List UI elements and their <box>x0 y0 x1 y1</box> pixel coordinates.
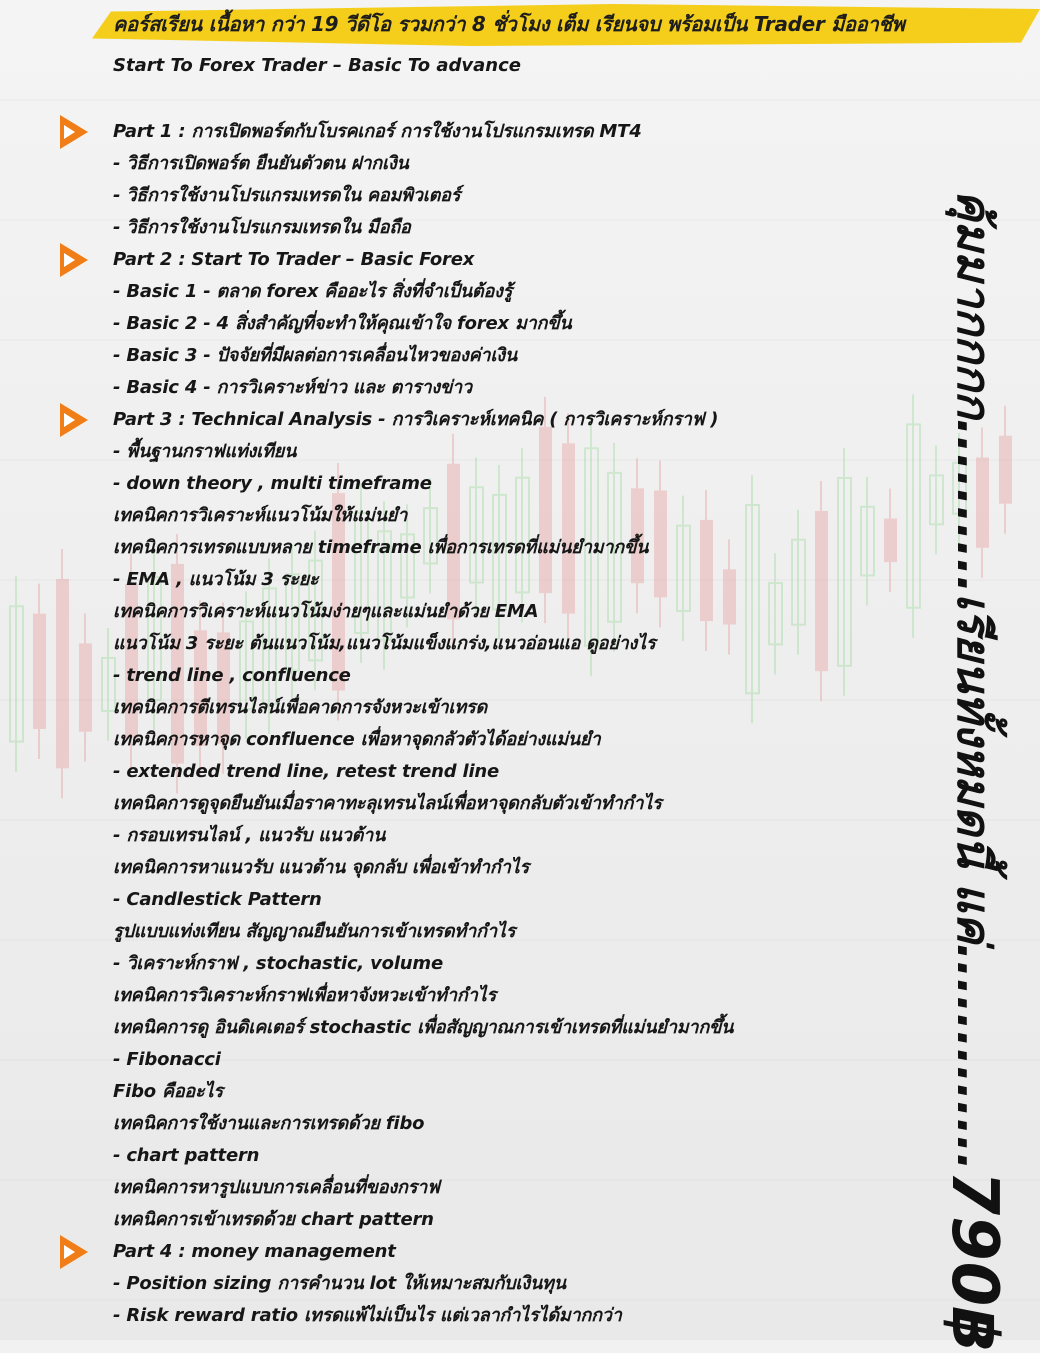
price-value: 790฿ <box>937 1170 1011 1353</box>
outline-item: - extended trend line, retest trend line <box>113 761 500 782</box>
play-arrow-icon <box>60 243 88 277</box>
outline-item: - Fibonacci <box>113 1049 221 1070</box>
outline-item: เทคนิคการดูจุดยืนยันเมื่อราคาทะลุเทรนไลน์เพื่อหาจุดกลับตัวเข้าทำกำไร <box>113 793 662 814</box>
outline-item: เทคนิคการวิเคราะห์แนวโน้มง่ายๆและแม่นยำด้วย EMA <box>113 601 539 622</box>
outline-item: - trend line , confluence <box>113 665 351 686</box>
outline-item: Fibo คืออะไร <box>113 1081 223 1102</box>
outline-item: - Basic 2 - 4 สิ่งสำคัญที่จะทำให้คุณเข้าใจ forex มากขึ้น <box>113 313 572 334</box>
outline-item: เทคนิคการหาแนวรับ แนวต้าน จุดกลับ เพื่อเข้าทำกำไร <box>113 857 529 878</box>
outline-item: - พื้นฐานกราฟแท่งเทียน <box>113 441 297 462</box>
play-arrow-icon <box>60 403 88 437</box>
play-arrow-icon <box>60 1235 88 1269</box>
outline-item: เทคนิคการหาจุด confluence เพื่อหาจุดกลัวตัวได้อย่างแม่นยำ <box>113 729 601 750</box>
outline-item: เทคนิคการดู อินดิเคเตอร์ stochastic เพื่อสัญญาณการเข้าเทรดที่แม่นยำมากขึ้น <box>113 1017 734 1038</box>
price-callout <box>937 190 1011 1353</box>
outline-item: - วิเคราะห์กราฟ , stochastic, volume <box>113 953 443 974</box>
outline-item: เทคนิคการเข้าเทรดด้วย chart pattern <box>113 1209 434 1230</box>
outline-item: - Basic 4 - การวิเคราะห์ข่าว และ ตารางข่าว <box>113 377 472 398</box>
outline-item: เทคนิคการวิเคราะห์แนวโน้มให้แม่นยำ <box>113 505 408 526</box>
outline-item: เทคนิคการใช้งานและการเทรดด้วย fibo <box>113 1113 425 1134</box>
part-heading: Part 3 : Technical Analysis - การวิเคราะห์เทคนิค ( การวิเคราะห์กราฟ ) <box>113 409 719 430</box>
part-heading: Part 2 : Start To Trader – Basic Forex <box>113 249 475 270</box>
outline-item: - Risk reward ratio เทรดแพ้ไม่เป็นไร แต่เวลากำไรได้มากกว่า <box>113 1305 622 1326</box>
outline-item: รูปแบบแท่งเทียน สัญญาณยืนยันการเข้าเทรดทำกำไร <box>113 921 516 942</box>
part-heading: Part 4 : money management <box>113 1241 396 1262</box>
course-outline <box>113 116 913 1332</box>
outline-item: - Position sizing การคำนวน lot ให้เหมาะสมกับเงินทุน <box>113 1273 566 1294</box>
outline-item: แนวโน้ม 3 ระยะ ต้นแนวโน้ม,แนวโน้มแข็งแกร่ง,แนวอ่อนแอ ดูอย่างไร <box>113 633 656 654</box>
outline-item: เทคนิคการเทรดแบบหลาย timeframe เพื่อการเทรดที่แม่นยำมากขึ้น <box>113 537 649 558</box>
part-heading: Part 1 : การเปิดพอร์ตกับโบรคเกอร์ การใช้งานโปรแกรมเทรด MT4 <box>113 121 642 142</box>
outline-item: - วิธีการใช้งานโปรแกรมเทรดใน คอมพิวเตอร์ <box>113 185 461 206</box>
outline-item: - วิธีการใช้งานโปรแกรมเทรดใน มือถือ <box>113 217 411 238</box>
outline-item: - วิธีการเปิดพอร์ต ยืนยันตัวตน ฝากเงิน <box>113 153 409 174</box>
play-arrow-icon <box>60 115 88 149</box>
outline-item: - down theory , multi timeframe <box>113 473 432 494</box>
outline-item: - Candlestick Pattern <box>113 889 322 910</box>
outline-item: เทคนิคการหารูปแบบการเคลื่อนที่ของกราฟ <box>113 1177 440 1198</box>
outline-item: - Basic 1 - ตลาด forex คืออะไร สิ่งที่จำเป็นต้องรู้ <box>113 281 513 302</box>
outline-item: - Basic 3 - ปัจจัยที่มีผลต่อการเคลื่อนไหวของค่าเงิน <box>113 345 517 366</box>
outline-item: เทคนิคการวิเคราะห์กราฟเพื่อหาจังหวะเข้าทำกำไร <box>113 985 496 1006</box>
outline-item: เทคนิคการตีเทรนไลน์เพื่อคาดการจังหวะเข้าเทรด <box>113 697 488 718</box>
outline-item: - กรอบเทรนไลน์ , แนวรับ แนวต้าน <box>113 825 386 846</box>
outline-item: - chart pattern <box>113 1145 260 1166</box>
price-callout-text: คุ้มมากกกก..........เรียนทั้งหมดนี้ แค่............. <box>947 190 1001 1171</box>
outline-item: - EMA , แนวโน้ม 3 ระยะ <box>113 569 319 590</box>
headline-text: คอร์สเรียน เนื้อหา กว่า 19 วีดีโอ รวมกว่า 8 ชั่วโมง เต็ม เรียนจบ พร้อมเป็น Trader มืออาชีพ <box>113 12 905 36</box>
course-subtitle: Start To Forex Trader – Basic To advance <box>113 55 521 76</box>
